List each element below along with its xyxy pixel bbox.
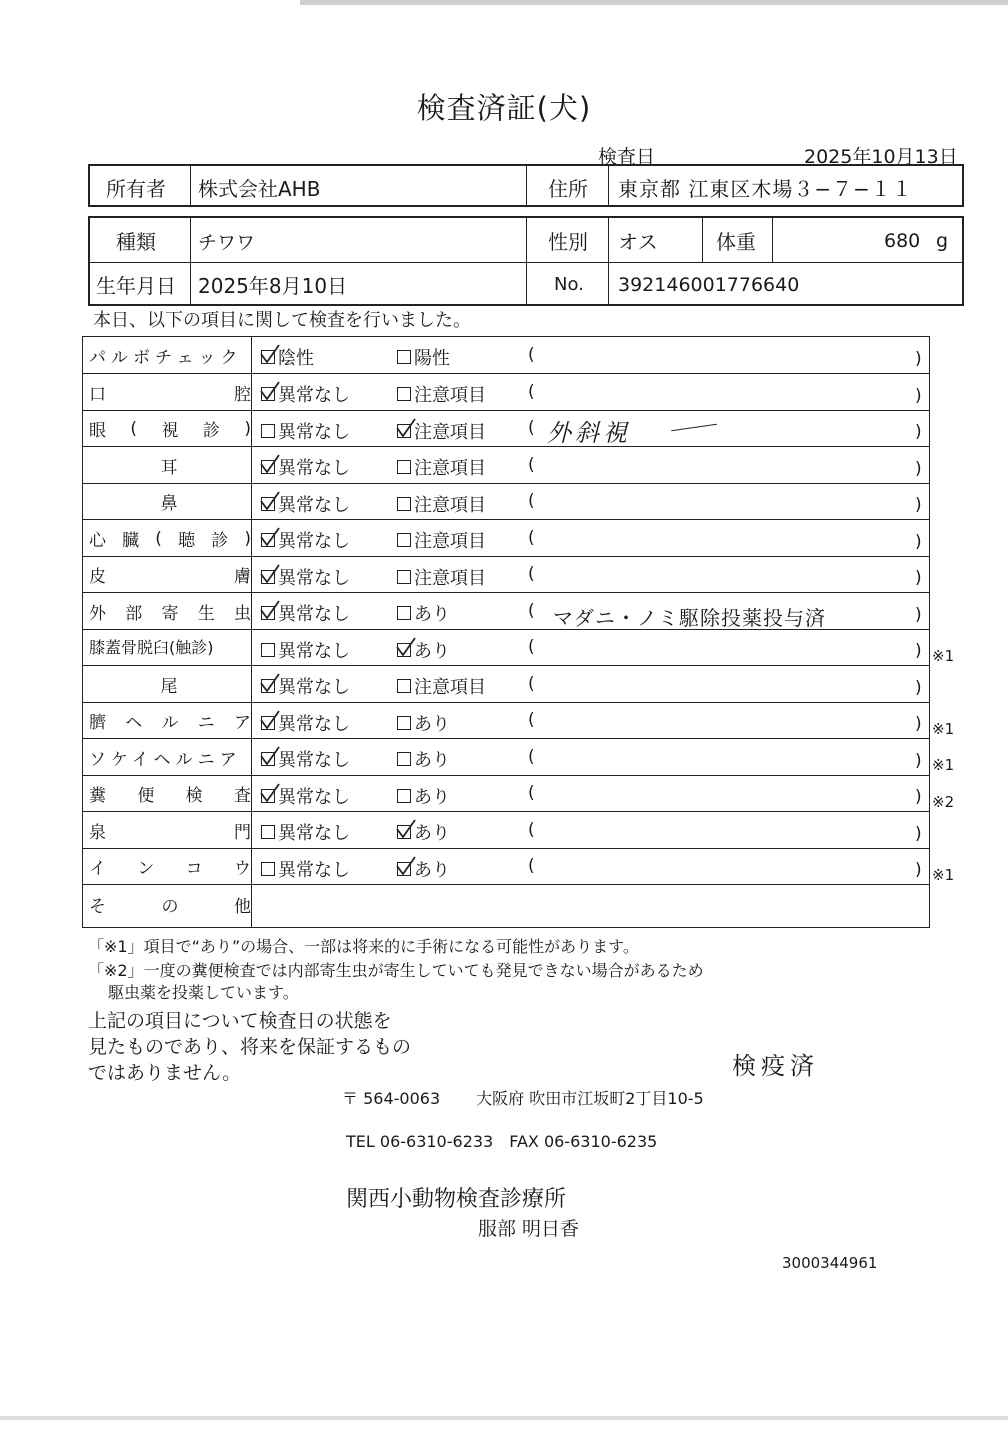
item-label: 耳 bbox=[160, 458, 178, 478]
option-abnormal: あり bbox=[397, 856, 450, 882]
option-abnormal: 注意項目 bbox=[397, 527, 486, 553]
item-label: 泉 門 bbox=[89, 823, 251, 843]
owner-value: 株式会社AHB bbox=[198, 177, 321, 201]
weight-unit: g bbox=[936, 230, 949, 252]
option-abnormal: 注意項目 bbox=[397, 564, 486, 590]
option-normal: 異常なし bbox=[261, 746, 350, 772]
quarantine-stamp: 検疫済 bbox=[732, 1052, 819, 1080]
option-abnormal: 陽性 bbox=[397, 344, 450, 370]
address-label: 住所 bbox=[548, 177, 588, 201]
item-label: パルボチェック bbox=[89, 348, 243, 368]
option-abnormal: 注意項目 bbox=[397, 381, 486, 407]
option-normal: 異常なし bbox=[261, 454, 350, 480]
owner-label: 所有者 bbox=[106, 177, 166, 201]
exam-date-value: 2025年10月13日 bbox=[804, 146, 958, 168]
handwritten-remark: 外斜視 bbox=[547, 419, 631, 447]
option-normal: 異常なし bbox=[261, 819, 350, 845]
address-value: 東京都 江東区木場３−７−１１ bbox=[618, 177, 913, 201]
option-normal: 異常なし bbox=[261, 710, 350, 736]
option-abnormal: あり bbox=[397, 637, 450, 663]
option-normal: 陰性 bbox=[261, 344, 314, 370]
option-normal: 異常なし bbox=[261, 418, 350, 444]
serial-number: 3000344961 bbox=[782, 1254, 878, 1272]
document-title: 検査済証(犬) bbox=[416, 91, 592, 125]
footnote-1: 「※1」項目で“あり”の場合、一部は将来的に手術になる可能性があります。 bbox=[88, 937, 639, 956]
breed-label: 種類 bbox=[116, 230, 156, 254]
weight-value: 680 bbox=[884, 230, 921, 252]
option-normal: 異常なし bbox=[261, 491, 350, 517]
birth-label: 生年月日 bbox=[96, 274, 176, 298]
clinic-address: 〒 564-0063 大阪府 吹田市江坂町2丁目10-5 bbox=[342, 1089, 704, 1108]
item-label: そ の 他 bbox=[89, 897, 251, 917]
item-label: 臍 ヘ ル ニ ア bbox=[89, 713, 251, 733]
doctor-name: 服部 明日香 bbox=[478, 1218, 580, 1240]
clinic-contact: TEL 06-6310-6233 FAX 06-6310-6235 bbox=[346, 1132, 658, 1151]
handwritten-stroke bbox=[671, 424, 717, 431]
option-normal: 異常なし bbox=[261, 783, 350, 809]
option-abnormal: あり bbox=[397, 746, 450, 772]
sex-label: 性別 bbox=[548, 230, 588, 254]
item-label: 外 部 寄 生 虫 bbox=[89, 604, 251, 624]
scan-edge-top bbox=[300, 0, 1008, 5]
option-abnormal: 注意項目 bbox=[397, 454, 486, 480]
item-label: 尾 bbox=[160, 677, 178, 697]
option-normal: 異常なし bbox=[261, 527, 350, 553]
option-normal: 異常なし bbox=[261, 600, 350, 626]
scan-edge-bottom bbox=[0, 1416, 1008, 1420]
birth-value: 2025年8月10日 bbox=[198, 274, 348, 298]
note-marker: ※1 bbox=[932, 720, 955, 738]
disclaimer: 上記の項目について検査日の状態を 見たものであり、将来を保証するもの ではありません。 bbox=[88, 1010, 412, 1084]
option-abnormal: あり bbox=[397, 600, 450, 626]
option-normal: 異常なし bbox=[261, 637, 350, 663]
note-marker: ※1 bbox=[932, 756, 955, 774]
item-label: 心 臓 ( 聴 診 ) bbox=[89, 528, 251, 551]
option-abnormal: あり bbox=[397, 783, 450, 809]
exam-date-label: 検査日 bbox=[598, 146, 656, 168]
animal-details-box bbox=[88, 216, 964, 306]
option-normal: 異常なし bbox=[261, 564, 350, 590]
item-label: イ ン コ ウ bbox=[89, 859, 251, 879]
option-abnormal: 注意項目 bbox=[397, 491, 486, 517]
option-abnormal: 注意項目 bbox=[397, 418, 486, 444]
item-label: 皮 膚 bbox=[89, 567, 251, 587]
item-label: 膝蓋骨脱臼(触診) bbox=[89, 638, 214, 657]
option-abnormal: あり bbox=[397, 819, 450, 845]
item-label: 口 腔 bbox=[89, 385, 251, 405]
item-label: 鼻 bbox=[160, 494, 178, 514]
option-normal: 異常なし bbox=[261, 673, 350, 699]
option-abnormal: あり bbox=[397, 710, 450, 736]
breed-value: チワワ bbox=[198, 232, 256, 254]
footnote-2: 「※2」一度の糞便検査では内部寄生虫が寄生していても発見できない場合があるため 駆虫薬を投薬しています。 bbox=[88, 961, 704, 1002]
option-normal: 異常なし bbox=[261, 856, 350, 882]
option-abnormal: 注意項目 bbox=[397, 673, 486, 699]
item-label: ソケイヘルニア bbox=[89, 750, 242, 770]
inspection-table: パルボチェック 陰性 陽性 ( ) 口 腔 異常なし 注意項目 ( ) 眼 ( 視 診 ) 異常なし 注意項目 ( 外斜視 ) 耳 異常なし 注意項目 ( ) 鼻 異常なし 注意項目 ( ) 心 臓 ( 聴 診 ) 異常なし 注意項目 ( ) 皮 膚 異常なし 注意項目 ( ) 外 部 寄 生 虫 異常なし あり ( マダニ・ノミ駆除投薬投与済 ) 膝蓋骨脱臼(触診) 異常なし あり ( ) 尾 異常なし 注意項目 ( ) 臍 ヘ ル ニ ア 異常なし あり ( ) ソケイヘルニア 異常なし あり ( ) 糞 便 検 査 異常なし あり ( ) 泉 門 異常なし あり ( ) イ ン コ ウ 異常なし あり ( ) そ の 他 bbox=[82, 336, 930, 928]
note-marker: ※1 bbox=[932, 866, 955, 884]
option-normal: 異常なし bbox=[261, 381, 350, 407]
item-label: 糞 便 検 査 bbox=[89, 786, 251, 806]
item-label: 眼 ( 視 診 ) bbox=[89, 418, 251, 441]
parasite-remark: マダニ・ノミ駆除投薬投与済 bbox=[553, 606, 826, 630]
note-marker: ※2 bbox=[932, 793, 955, 811]
clinic-name: 関西小動物検査診療所 bbox=[346, 1187, 567, 1212]
intro-text: 本日、以下の項目に関して検査を行いました。 bbox=[93, 310, 471, 331]
sex-value: オス bbox=[618, 230, 658, 254]
owner-address-box bbox=[88, 164, 964, 207]
number-label: No. bbox=[554, 274, 584, 295]
note-marker: ※1 bbox=[932, 647, 955, 665]
weight-label: 体重 bbox=[716, 230, 756, 254]
number-value: 392146001776640 bbox=[618, 274, 800, 296]
